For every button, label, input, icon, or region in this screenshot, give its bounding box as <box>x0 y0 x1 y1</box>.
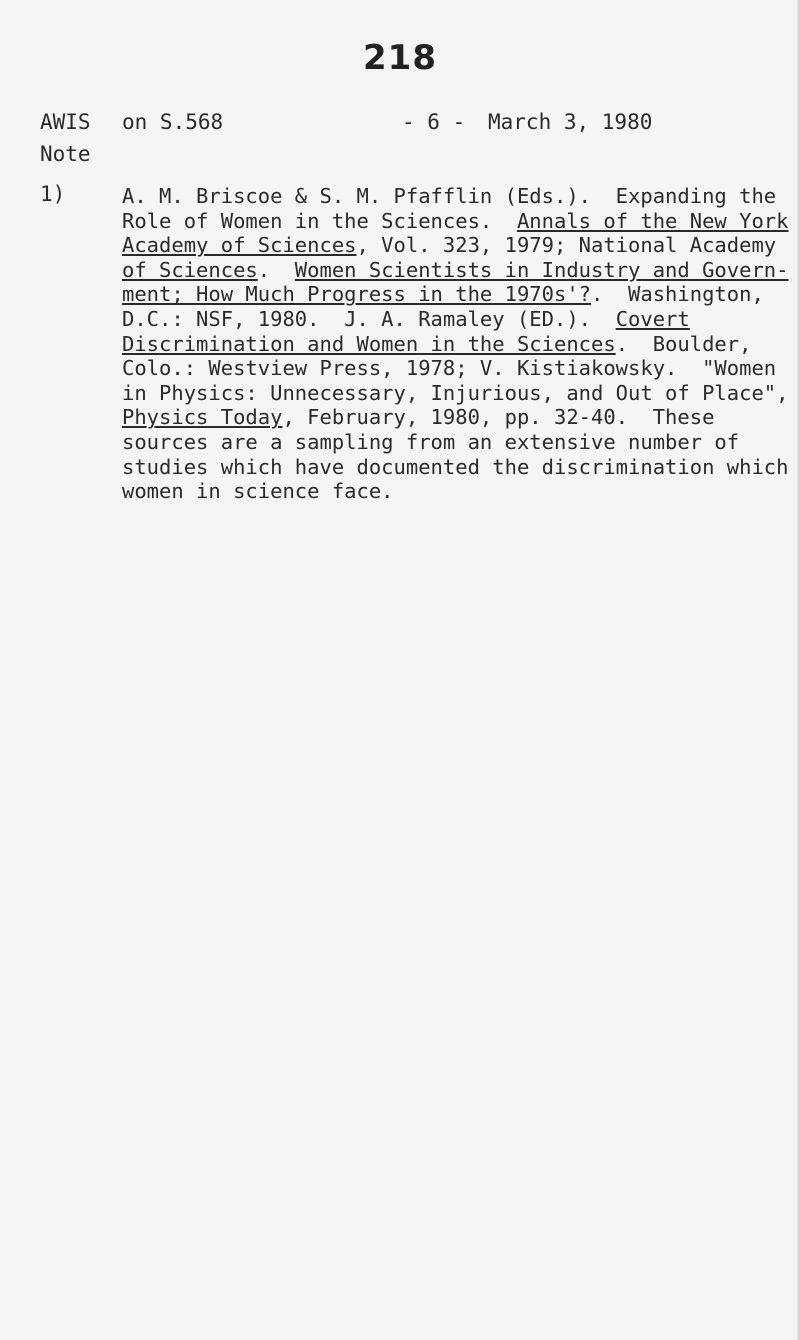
header-date: March 3, 1980 <box>488 110 653 134</box>
note-line <box>122 454 789 480</box>
note-line <box>122 233 782 258</box>
note-line <box>122 307 782 332</box>
note-text: , Vol. 323, 1979; National Academy <box>356 233 777 258</box>
underlined-title: Annals of the New York <box>516 208 789 233</box>
note-line <box>122 257 789 283</box>
note-line <box>122 332 782 357</box>
underlined-title: Physics Today <box>122 405 283 430</box>
note-line <box>122 430 782 455</box>
note-line <box>122 184 782 209</box>
memo-header <box>0 110 800 144</box>
underlined-title: Covert <box>615 306 690 331</box>
note-text: . Washington, <box>591 282 764 307</box>
page-number: 218 <box>363 38 437 78</box>
note-text: D.C.: NSF, 1980. J. A. Ramaley (ED.). <box>122 306 616 331</box>
note-item-number: 1) <box>40 182 66 206</box>
header-org: AWIS <box>40 110 91 134</box>
note-line <box>122 380 789 406</box>
underlined-title: Women Scientists in Industry and Govern- <box>294 257 789 282</box>
note-line <box>122 405 782 430</box>
note-line <box>122 208 789 234</box>
note-text: women in science face. <box>122 479 394 504</box>
note-body <box>122 184 789 504</box>
note-text: . <box>257 257 295 282</box>
underlined-title: Academy of Sciences <box>122 233 357 258</box>
note-text: sources are a sampling from an extensive number of <box>122 429 740 454</box>
underlined-title: ment; How Much Progress in the 1970s'? <box>122 282 591 307</box>
underlined-title: Discrimination and Women in the Sciences <box>122 331 616 356</box>
header-reference: on S.568 <box>122 110 224 134</box>
note-text: Role of Women in the Sciences. <box>122 208 517 233</box>
note-text: Colo.: Westview Press, 1978; V. Kistiakowsky. "Women <box>122 356 777 381</box>
note-label: Note <box>40 142 91 166</box>
note-text: studies which have documented the discrimination which <box>122 454 789 479</box>
note-line <box>122 282 782 307</box>
note-text: , February, 1980, pp. 32-40. These <box>282 405 715 430</box>
underlined-title: of Sciences <box>122 257 258 282</box>
note-line <box>122 356 782 381</box>
header-page-marker: - 6 - <box>402 110 466 134</box>
note-text: A. M. Briscoe & S. M. Pfafflin (Eds.). Expanding the <box>122 184 777 208</box>
note-text: . Boulder, <box>615 331 752 356</box>
note-line <box>122 479 782 504</box>
note-text: in Physics: Unnecessary, Injurious, and Out of Place", <box>122 380 789 405</box>
